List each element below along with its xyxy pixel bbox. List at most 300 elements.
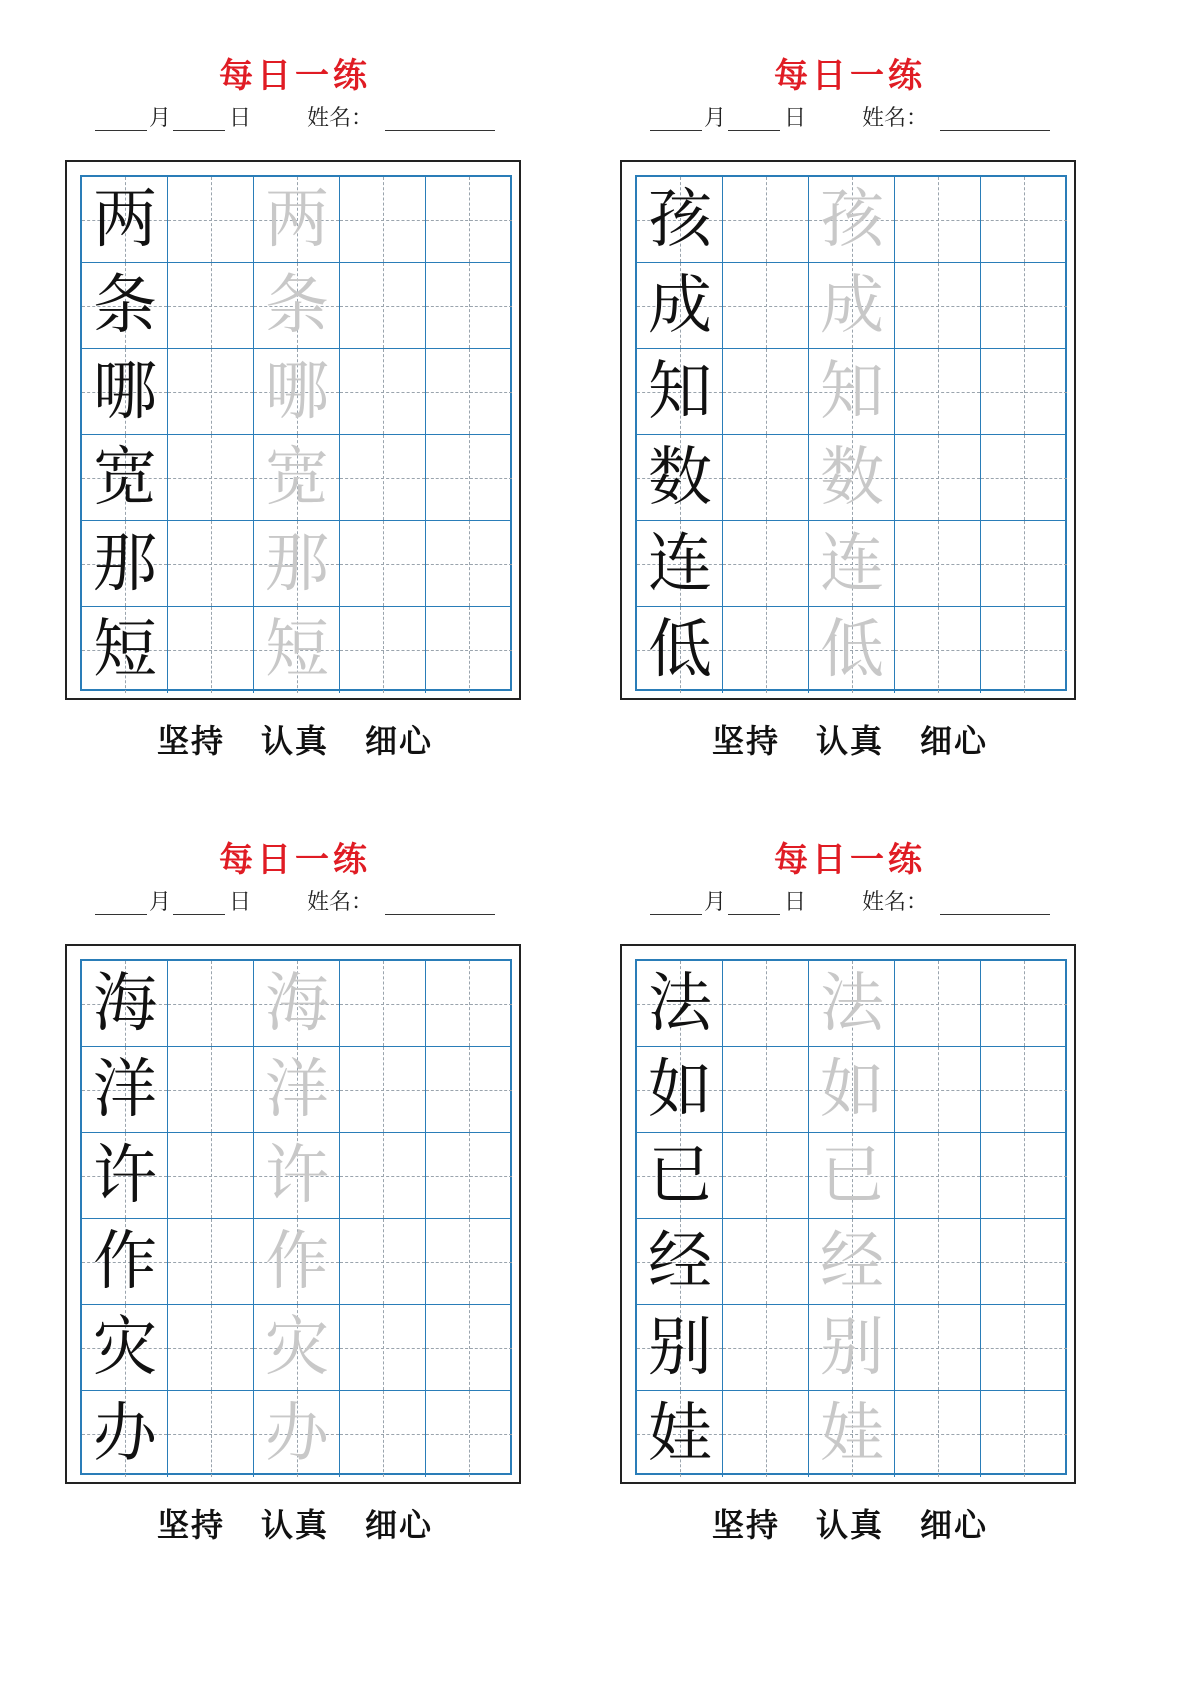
horizontal-guide [895, 1004, 980, 1005]
motto-word: 坚持 [711, 1506, 780, 1544]
motto-word: 细心 [920, 1506, 989, 1544]
grid-cell[interactable] [340, 1391, 426, 1477]
day-label: 日 [784, 106, 807, 131]
grid-cell[interactable] [426, 607, 512, 693]
horizontal-guide [168, 1176, 253, 1177]
horizontal-guide [426, 306, 512, 307]
grid-cell[interactable] [340, 1219, 426, 1305]
horizontal-guide [723, 478, 808, 479]
grid-cell[interactable] [82, 521, 168, 607]
grid-cell[interactable] [340, 607, 426, 693]
model-character: 别 [648, 1311, 712, 1385]
sheet-title: 每日一练 [774, 56, 926, 96]
horizontal-guide [981, 650, 1067, 651]
grid-cell[interactable] [809, 607, 895, 693]
horizontal-guide [895, 392, 980, 393]
grid-cell[interactable] [723, 1219, 809, 1305]
tianzige-grid [80, 959, 512, 1475]
grid-cell[interactable] [723, 435, 809, 521]
grid-cell[interactable] [637, 961, 723, 1047]
grid-cell[interactable] [168, 435, 254, 521]
date-name-line [95, 106, 525, 136]
grid-cell[interactable] [809, 435, 895, 521]
grid-cell[interactable] [809, 1219, 895, 1305]
trace-character: 成 [820, 269, 884, 343]
grid-cell[interactable] [82, 349, 168, 435]
tianzige-grid [80, 175, 512, 691]
grid-cell[interactable] [168, 961, 254, 1047]
horizontal-guide [168, 392, 253, 393]
grid-cell[interactable] [637, 1305, 723, 1391]
practice-sheet [620, 784, 1080, 1544]
grid-cell[interactable] [981, 1391, 1067, 1477]
grid-frame [65, 944, 521, 1484]
grid-cell[interactable] [426, 1219, 512, 1305]
grid-cell[interactable] [895, 349, 981, 435]
day-blank[interactable] [173, 890, 225, 915]
horizontal-guide [340, 306, 425, 307]
name-blank[interactable] [385, 106, 495, 131]
trace-character: 连 [820, 527, 884, 601]
day-blank[interactable] [728, 106, 780, 131]
name-label: 姓名： [862, 106, 929, 131]
horizontal-guide [168, 1348, 253, 1349]
trace-character: 办 [265, 1397, 329, 1471]
horizontal-guide [723, 564, 808, 565]
model-character: 洋 [93, 1053, 157, 1127]
horizontal-guide [340, 478, 425, 479]
model-character: 如 [648, 1053, 712, 1127]
grid-cell[interactable] [895, 607, 981, 693]
grid-cell[interactable] [637, 177, 723, 263]
grid-frame [620, 944, 1076, 1484]
horizontal-guide [426, 1090, 512, 1091]
trace-character: 经 [820, 1225, 884, 1299]
horizontal-guide [340, 392, 425, 393]
horizontal-guide [981, 1434, 1067, 1435]
grid-cell[interactable] [168, 1133, 254, 1219]
horizontal-guide [426, 392, 512, 393]
horizontal-guide [723, 1176, 808, 1177]
horizontal-guide [340, 1004, 425, 1005]
grid-cell[interactable] [981, 607, 1067, 693]
grid-cell[interactable] [340, 961, 426, 1047]
horizontal-guide [168, 220, 253, 221]
model-character: 宽 [93, 441, 157, 515]
model-character: 哪 [93, 355, 157, 429]
grid-cell[interactable] [82, 177, 168, 263]
horizontal-guide [981, 306, 1067, 307]
grid-cell[interactable] [340, 435, 426, 521]
grid-cell[interactable] [981, 1305, 1067, 1391]
grid-cell[interactable] [254, 349, 340, 435]
horizontal-guide [340, 1262, 425, 1263]
horizontal-guide [168, 1090, 253, 1091]
model-character: 已 [648, 1139, 712, 1213]
horizontal-guide [340, 650, 425, 651]
name-label: 姓名： [862, 890, 929, 915]
grid-cell[interactable] [723, 521, 809, 607]
horizontal-guide [426, 478, 512, 479]
horizontal-guide [426, 1348, 512, 1349]
grid-cell[interactable] [809, 961, 895, 1047]
motto-word: 细心 [365, 722, 434, 760]
date-name-line [95, 890, 525, 920]
horizontal-guide [723, 392, 808, 393]
month-label: 月 [704, 106, 727, 131]
grid-cell[interactable] [895, 435, 981, 521]
grid-cell[interactable] [895, 1391, 981, 1477]
grid-cell[interactable] [723, 1391, 809, 1477]
horizontal-guide [168, 1004, 253, 1005]
grid-cell[interactable] [168, 1391, 254, 1477]
month-blank[interactable] [650, 890, 702, 915]
month-label: 月 [149, 106, 172, 131]
horizontal-guide [168, 564, 253, 565]
horizontal-guide [895, 564, 980, 565]
grid-cell[interactable] [637, 521, 723, 607]
grid-cell[interactable] [254, 607, 340, 693]
grid-cell[interactable] [254, 1391, 340, 1477]
model-character: 办 [93, 1397, 157, 1471]
grid-cell[interactable] [723, 1133, 809, 1219]
motto-word: 认真 [260, 1506, 329, 1544]
trace-character: 法 [820, 967, 884, 1041]
model-character: 海 [93, 967, 157, 1041]
trace-character: 知 [820, 355, 884, 429]
day-label: 日 [229, 106, 252, 131]
grid-cell[interactable] [981, 1219, 1067, 1305]
trace-character: 两 [265, 183, 329, 257]
horizontal-guide [340, 1434, 425, 1435]
trace-character: 如 [820, 1053, 884, 1127]
grid-cell[interactable] [168, 177, 254, 263]
horizontal-guide [895, 220, 980, 221]
horizontal-guide [723, 1348, 808, 1349]
grid-cell[interactable] [637, 1219, 723, 1305]
horizontal-guide [426, 1004, 512, 1005]
grid-cell[interactable] [426, 435, 512, 521]
grid-cell[interactable] [809, 349, 895, 435]
grid-cell[interactable] [82, 435, 168, 521]
grid-cell[interactable] [82, 1219, 168, 1305]
grid-cell[interactable] [340, 1305, 426, 1391]
horizontal-guide [981, 1262, 1067, 1263]
trace-character: 低 [820, 613, 884, 687]
grid-cell[interactable] [981, 1133, 1067, 1219]
horizontal-guide [723, 1262, 808, 1263]
grid-cell[interactable] [637, 263, 723, 349]
trace-character: 洋 [265, 1053, 329, 1127]
practice-sheet [65, 0, 525, 760]
trace-character: 作 [265, 1225, 329, 1299]
grid-cell[interactable] [637, 1391, 723, 1477]
horizontal-guide [981, 392, 1067, 393]
horizontal-guide [426, 1176, 512, 1177]
grid-cell[interactable] [981, 177, 1067, 263]
grid-cell[interactable] [809, 1133, 895, 1219]
grid-cell[interactable] [254, 263, 340, 349]
name-label: 姓名： [307, 106, 374, 131]
horizontal-guide [981, 1348, 1067, 1349]
horizontal-guide [168, 478, 253, 479]
trace-character: 孩 [820, 183, 884, 257]
horizontal-guide [340, 220, 425, 221]
grid-cell[interactable] [809, 1305, 895, 1391]
month-blank[interactable] [650, 106, 702, 131]
grid-cell[interactable] [981, 263, 1067, 349]
grid-cell[interactable] [723, 349, 809, 435]
grid-cell[interactable] [254, 521, 340, 607]
grid-cell[interactable] [895, 1047, 981, 1133]
model-character: 短 [93, 613, 157, 687]
grid-cell[interactable] [426, 349, 512, 435]
grid-cell[interactable] [637, 349, 723, 435]
grid-cell[interactable] [426, 961, 512, 1047]
model-character: 孩 [648, 183, 712, 257]
grid-cell[interactable] [254, 1133, 340, 1219]
trace-character: 已 [820, 1139, 884, 1213]
motto-word: 坚持 [156, 722, 225, 760]
grid-cell[interactable] [426, 1133, 512, 1219]
horizontal-guide [426, 564, 512, 565]
grid-cell[interactable] [254, 1047, 340, 1133]
model-character: 那 [93, 527, 157, 601]
practice-sheet [620, 0, 1080, 760]
grid-cell[interactable] [895, 1219, 981, 1305]
grid-cell[interactable] [340, 177, 426, 263]
trace-character: 条 [265, 269, 329, 343]
grid-cell[interactable] [168, 1305, 254, 1391]
horizontal-guide [723, 220, 808, 221]
grid-cell[interactable] [637, 607, 723, 693]
day-label: 日 [784, 890, 807, 915]
horizontal-guide [981, 1090, 1067, 1091]
grid-cell[interactable] [254, 177, 340, 263]
motto-word: 认真 [815, 1506, 884, 1544]
horizontal-guide [426, 650, 512, 651]
horizontal-guide [981, 1004, 1067, 1005]
sheet-title: 每日一练 [219, 840, 371, 880]
tianzige-grid [635, 175, 1067, 691]
grid-cell[interactable] [340, 349, 426, 435]
model-character: 许 [93, 1139, 157, 1213]
grid-frame [65, 160, 521, 700]
grid-cell[interactable] [82, 1133, 168, 1219]
horizontal-guide [168, 1262, 253, 1263]
grid-cell[interactable] [637, 1133, 723, 1219]
grid-cell[interactable] [809, 521, 895, 607]
sheet-title: 每日一练 [774, 840, 926, 880]
grid-cell[interactable] [82, 1047, 168, 1133]
grid-cell[interactable] [981, 1047, 1067, 1133]
grid-cell[interactable] [426, 1047, 512, 1133]
day-blank[interactable] [173, 106, 225, 131]
horizontal-guide [895, 478, 980, 479]
sheet-title: 每日一练 [219, 56, 371, 96]
model-character: 数 [648, 441, 712, 515]
grid-cell[interactable] [895, 177, 981, 263]
horizontal-guide [723, 306, 808, 307]
horizontal-guide [168, 306, 253, 307]
model-character: 低 [648, 613, 712, 687]
grid-frame [620, 160, 1076, 700]
grid-cell[interactable] [981, 521, 1067, 607]
horizontal-guide [895, 1090, 980, 1091]
grid-cell[interactable] [809, 1047, 895, 1133]
grid-cell[interactable] [254, 435, 340, 521]
horizontal-guide [981, 564, 1067, 565]
grid-cell[interactable] [254, 961, 340, 1047]
horizontal-guide [723, 1090, 808, 1091]
grid-cell[interactable] [340, 521, 426, 607]
grid-cell[interactable] [340, 263, 426, 349]
grid-cell[interactable] [168, 607, 254, 693]
motto [65, 1500, 525, 1546]
grid-cell[interactable] [981, 349, 1067, 435]
horizontal-guide [168, 650, 253, 651]
horizontal-guide [340, 1090, 425, 1091]
horizontal-guide [981, 478, 1067, 479]
grid-cell[interactable] [809, 177, 895, 263]
model-character: 法 [648, 967, 712, 1041]
horizontal-guide [426, 220, 512, 221]
horizontal-guide [895, 650, 980, 651]
grid-cell[interactable] [168, 1219, 254, 1305]
name-blank[interactable] [940, 890, 1050, 915]
horizontal-guide [340, 1176, 425, 1177]
model-character: 作 [93, 1225, 157, 1299]
grid-cell[interactable] [723, 1047, 809, 1133]
grid-cell[interactable] [895, 263, 981, 349]
grid-cell[interactable] [254, 1219, 340, 1305]
grid-cell[interactable] [168, 349, 254, 435]
month-blank[interactable] [95, 890, 147, 915]
motto-word: 坚持 [711, 722, 780, 760]
date-name-line [650, 890, 1080, 920]
grid-cell[interactable] [426, 177, 512, 263]
motto-word: 坚持 [156, 1506, 225, 1544]
grid-cell[interactable] [809, 263, 895, 349]
horizontal-guide [895, 1176, 980, 1177]
grid-cell[interactable] [82, 961, 168, 1047]
grid-cell[interactable] [168, 521, 254, 607]
trace-character: 别 [820, 1311, 884, 1385]
horizontal-guide [723, 1434, 808, 1435]
model-character: 连 [648, 527, 712, 601]
grid-cell[interactable] [895, 1133, 981, 1219]
horizontal-guide [426, 1434, 512, 1435]
day-label: 日 [229, 890, 252, 915]
motto [620, 716, 1080, 762]
model-character: 灾 [93, 1311, 157, 1385]
horizontal-guide [895, 1348, 980, 1349]
trace-character: 那 [265, 527, 329, 601]
grid-cell[interactable] [723, 263, 809, 349]
grid-cell[interactable] [82, 1305, 168, 1391]
model-character: 条 [93, 269, 157, 343]
grid-cell[interactable] [809, 1391, 895, 1477]
horizontal-guide [723, 1004, 808, 1005]
motto-word: 认真 [815, 722, 884, 760]
trace-character: 宽 [265, 441, 329, 515]
grid-cell[interactable] [981, 435, 1067, 521]
grid-cell[interactable] [895, 1305, 981, 1391]
model-character: 娃 [648, 1397, 712, 1471]
grid-cell[interactable] [426, 1391, 512, 1477]
tianzige-grid [635, 959, 1067, 1475]
practice-sheet [65, 784, 525, 1544]
name-label: 姓名： [307, 890, 374, 915]
date-name-line [650, 106, 1080, 136]
model-character: 两 [93, 183, 157, 257]
grid-cell[interactable] [340, 1133, 426, 1219]
motto [620, 1500, 1080, 1546]
grid-cell[interactable] [426, 263, 512, 349]
grid-cell[interactable] [426, 1305, 512, 1391]
trace-character: 许 [265, 1139, 329, 1213]
name-blank[interactable] [385, 890, 495, 915]
model-character: 成 [648, 269, 712, 343]
trace-character: 短 [265, 613, 329, 687]
grid-cell[interactable] [895, 961, 981, 1047]
trace-character: 海 [265, 967, 329, 1041]
grid-cell[interactable] [340, 1047, 426, 1133]
month-label: 月 [149, 890, 172, 915]
horizontal-guide [895, 306, 980, 307]
month-label: 月 [704, 890, 727, 915]
motto-word: 细心 [920, 722, 989, 760]
motto [65, 716, 525, 762]
grid-cell[interactable] [168, 1047, 254, 1133]
grid-cell[interactable] [168, 263, 254, 349]
grid-cell[interactable] [723, 1305, 809, 1391]
horizontal-guide [340, 1348, 425, 1349]
grid-cell[interactable] [637, 1047, 723, 1133]
model-character: 经 [648, 1225, 712, 1299]
grid-cell[interactable] [723, 177, 809, 263]
trace-character: 数 [820, 441, 884, 515]
model-character: 知 [648, 355, 712, 429]
grid-cell[interactable] [82, 1391, 168, 1477]
grid-cell[interactable] [723, 607, 809, 693]
day-blank[interactable] [728, 890, 780, 915]
horizontal-guide [895, 1262, 980, 1263]
horizontal-guide [168, 1434, 253, 1435]
trace-character: 娃 [820, 1397, 884, 1471]
horizontal-guide [981, 220, 1067, 221]
grid-cell[interactable] [82, 607, 168, 693]
grid-cell[interactable] [981, 961, 1067, 1047]
horizontal-guide [340, 564, 425, 565]
grid-cell[interactable] [82, 263, 168, 349]
trace-character: 哪 [265, 355, 329, 429]
grid-cell[interactable] [895, 521, 981, 607]
trace-character: 灾 [265, 1311, 329, 1385]
horizontal-guide [981, 1176, 1067, 1177]
name-blank[interactable] [940, 106, 1050, 131]
grid-cell[interactable] [637, 435, 723, 521]
motto-word: 细心 [365, 1506, 434, 1544]
grid-cell[interactable] [426, 521, 512, 607]
motto-word: 认真 [260, 722, 329, 760]
grid-cell[interactable] [723, 961, 809, 1047]
month-blank[interactable] [95, 106, 147, 131]
grid-cell[interactable] [254, 1305, 340, 1391]
horizontal-guide [723, 650, 808, 651]
horizontal-guide [895, 1434, 980, 1435]
horizontal-guide [426, 1262, 512, 1263]
